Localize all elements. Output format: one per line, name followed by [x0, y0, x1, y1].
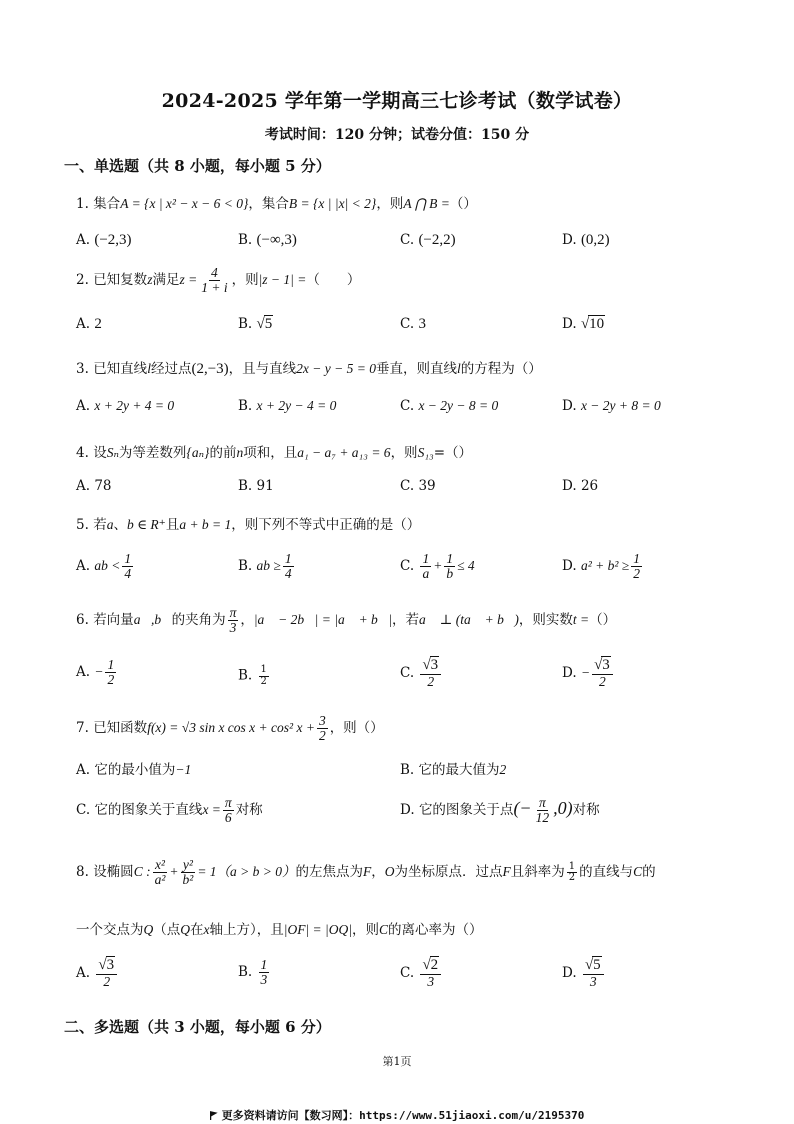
question-1: 1. 集合A = {x | x² − x − 6 < 0}，集合B = {x | |x| < 2}，则A ⋂ B =（）	[76, 196, 477, 212]
q6-option-c: C. $\frac{√3}{2}$	[400, 658, 443, 689]
q4-option-d: D. 26	[562, 478, 599, 494]
question-6: 6. 若向量a⃗,b⃗的夹角为 $\frac{\pi}{3}$ ，|a⃗ − 2b⃗| = |a⃗ + b⃗|，若a⃗ ⊥ (ta⃗ + b⃗)，则实数t =（）	[76, 605, 617, 636]
q8-option-a: A. $\frac{√3}{2}$	[76, 958, 119, 989]
q5-option-b: B. ab ≥ $\frac{1}{4}$	[238, 551, 292, 582]
q5-option-a: A. ab < $\frac{1}{4}$	[76, 551, 132, 582]
q2-option-b: B. √5	[238, 316, 273, 332]
q7-option-b: B. 它的最大值为2	[400, 762, 507, 778]
q8-option-c: C. $\frac{√2}{3}$	[400, 958, 443, 989]
question-2: 2. 已知复数z满足z = $\frac{4}{1 + i}$ ，则|z − 1| =（ ）	[76, 265, 361, 296]
q2-option-a: A. 2	[76, 316, 102, 332]
question-7: 7. 已知函数f(x) = √3 sin x cos x + cos² x + $\frac{3}{2}$ ，则（）	[76, 713, 384, 744]
q5-option-d: D. a² + b² ≥ $\frac{1}{2}$	[562, 551, 640, 582]
q8-option-b: B. $\frac{1}{3}$	[238, 957, 268, 988]
question-5: 5. 若a、b ∈ R⁺且a + b = 1，则下列不等式中正确的是（）	[76, 517, 421, 533]
q3-option-c: C. x − 2y − 8 = 0	[400, 398, 499, 414]
footer-link[interactable]	[0, 1107, 794, 1123]
q3-option-d: D. x − 2y + 8 = 0	[562, 398, 661, 414]
q8-option-d: D. $\frac{√5}{3}$	[562, 958, 606, 989]
q6-option-d: D. − $\frac{√3}{2}$	[562, 658, 615, 689]
q7-option-a: A. 它的最小值为−1	[76, 762, 192, 778]
question-4: 4. 设Sₙ为等差数列{aₙ}的前n项和，且a₁ − a₇ + a₁₃ = 6，则S₁₃=（）	[76, 445, 473, 461]
question-8: 8. 设椭圆C : $\frac{\text{x²}}{\text{a²}}$ + $\frac{\text{y²}}{\text{b²}}$ = 1（a > b > 0）的左焦点为F，O为坐标原点．过点F且斜率为 $\frac{1}{2}$ 的直线与C的	[76, 857, 656, 888]
section-single-choice: 一、单选题（共 8 小题，每小题 5 分）	[64, 157, 331, 175]
q4-option-a: A. 78	[76, 478, 112, 494]
q1-option-b: B. (−∞,3)	[238, 232, 297, 248]
exam-info: 考试时间：120 分钟；试卷分值：150 分	[264, 127, 530, 143]
question-3: 3. 已知直线l经过点(2,−3)，且与直线2x − y − 5 = 0垂直，则直线l的方程为（）	[76, 361, 542, 377]
q2-option-c: C. 3	[400, 316, 426, 332]
q3-option-a: A. x + 2y + 4 = 0	[76, 398, 175, 414]
q4-option-b: B. 91	[238, 478, 274, 494]
page-title: 2024-2025 学年第一学期高三七诊考试（数学试卷）	[161, 90, 633, 112]
q7-option-c: C. 它的图象关于直线x = $\frac{\pi}{6}$ 对称	[76, 795, 263, 826]
flag-icon	[210, 1111, 218, 1120]
page-number: 第1页	[382, 1055, 412, 1068]
q3-option-b: B. x + 2y − 4 = 0	[238, 398, 337, 414]
q2-option-d: D. √10	[562, 316, 605, 332]
q4-option-c: C. 39	[400, 478, 436, 494]
q1-option-d: D. (0,2)	[562, 232, 610, 248]
question-8-line-2: 一个交点为Q（点Q在x轴上方），且|OF| = |OQ|，则C的离心率为（）	[76, 922, 483, 938]
footer-link-text[interactable]: 更多资料请访问【数习网】：https://www.51jiaoxi.com/u/2195370	[221, 1109, 585, 1122]
q1-option-c: C. (−2,2)	[400, 232, 456, 248]
q1-option-a: A. (−2,3)	[76, 232, 132, 248]
q6-option-b: B. $\frac{1}{2}$	[238, 664, 267, 687]
q5-option-c: C. $\frac{1}{a}$ + $\frac{1}{b}$ ≤ 4	[400, 551, 475, 582]
section-multiple-choice: 二、多选题（共 3 小题，每小题 6 分）	[64, 1018, 331, 1036]
q6-option-a: A. − $\frac{1}{2}$	[76, 657, 115, 688]
q7-option-d: D. 它的图象关于点(− $\frac{\pi}{12}$ ,0)对称	[400, 795, 600, 826]
